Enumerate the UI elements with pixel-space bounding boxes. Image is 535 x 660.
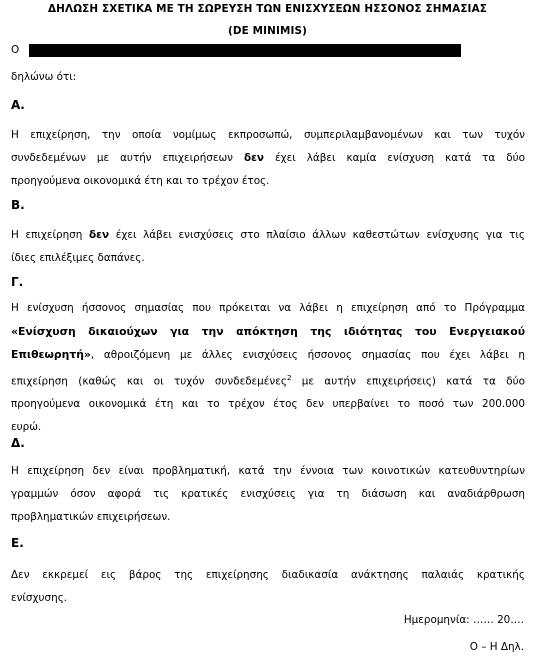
declaration-intro: δηλώνω ότι:: [11, 71, 77, 83]
section-c-text: [11, 297, 525, 439]
footnote-marker: 2: [286, 374, 292, 382]
section-c-heading: Γ.: [11, 275, 24, 289]
section-c-line-4-post: με αυτήν επιχειρήσεις) κατά τα δύο: [291, 375, 525, 388]
signature-line: Ο – Η Δηλ.: [469, 641, 524, 653]
section-e-heading: Ε.: [11, 536, 24, 550]
section-a-heading: Α.: [11, 98, 25, 112]
section-e-line-1: Δεν εκκρεμεί εις βάρος της επιχείρησης διαδικασία ανάκτησης παλαιάς κρατικής: [11, 569, 525, 581]
section-e-text: [11, 564, 525, 610]
section-a-line-2: [11, 147, 525, 170]
section-a-line-3: προηγούμενα οικονομικά έτη και το τρέχον έτος.: [11, 175, 270, 187]
section-d-line-2: γραμμών όσον αφορά τις κρατικές ενισχύσεις για τη διάσωση και αναδιάρθρωση: [11, 488, 525, 500]
section-a-line-2-pre: συνδεδεμένων με αυτήν επιχειρήσεων: [11, 152, 233, 164]
section-a-emphasis: δεν: [244, 152, 264, 164]
date-line: Ημερομηνία: …… 20….: [403, 614, 524, 626]
section-c-line-6: ευρώ.: [11, 421, 42, 434]
section-c-program-name-end: Επιθεωρητή»: [11, 348, 91, 361]
section-b-emphasis: δεν: [89, 229, 110, 241]
section-e-line-2: ενίσχυσης.: [11, 592, 68, 604]
section-d-text: [11, 460, 525, 529]
section-c-line-5: προηγούμενα οικονομικά έτη και το τρέχον έτος δεν υπερβαίνει το ποσό των 200.000: [11, 398, 525, 411]
section-c-line-3: [11, 343, 525, 367]
section-d-line-1: Η επιχείρηση δεν είναι προβληματική, κατά την έννοια των κοινοτικών κατευθυντηρίων: [11, 465, 525, 477]
section-a-line-1: Η επιχείρηση, την οποία νομίμως εκπροσωπώ, συμπεριλαμβανομένων και των τυχόν: [11, 129, 525, 141]
declarant-line: [11, 43, 461, 57]
section-c-line-2: «Ενίσχυση δικαιούχων για την απόκτηση της ιδιότητας του Ενεργειακού: [11, 325, 525, 338]
section-a-text: [11, 124, 525, 193]
section-b-text: [11, 224, 525, 270]
section-b-heading: Β.: [11, 198, 25, 212]
section-c-line-3-post: , αθροιζόμενη με άλλες ενισχύσεις ήσσονος σημασίας που έχει λάβει η: [90, 349, 525, 361]
redacted-name-bar: [29, 44, 461, 57]
section-a-line-2-post: έχει λάβει καμία ενίσχυση κατά τα δύο: [275, 152, 525, 164]
section-d-line-3: προβληματικών επιχειρήσεων.: [11, 511, 171, 523]
declarant-prefix: Ο: [11, 44, 20, 56]
section-d-heading: Δ.: [11, 436, 25, 450]
section-b-line-1-pre: Η επιχείρηση: [11, 229, 83, 241]
section-c-line-1: Η ενίσχυση ήσσονος σημασίας που πρόκειται να λάβει η επιχείρηση από το Πρόγραμμα: [11, 302, 525, 314]
section-b-line-1-post: έχει λάβει ενισχύσεις στο πλαίσιο άλλων καθεστώτων ενίσχυσης για τις: [115, 229, 525, 241]
document-title: ΔΗΛΩΣΗ ΣΧΕΤΙΚΑ ΜΕ ΤΗ ΣΩΡΕΥΣΗ ΤΩΝ ΕΝΙΣΧΥΣΕΩΝ ΗΣΣΟΝΟΣ ΣΗΜΑΣΙΑΣ: [47, 3, 488, 15]
document-subtitle: (DE MINIMIS): [227, 25, 308, 37]
section-b-line-2: ίδιες επιλέξιμες δαπάνες.: [11, 252, 145, 264]
section-c-line-4-pre: επιχείρηση (καθώς και οι τυχόν συνδεδεμένες: [11, 375, 287, 388]
section-c-line-4: [11, 367, 525, 393]
section-b-line-1: [11, 224, 525, 247]
